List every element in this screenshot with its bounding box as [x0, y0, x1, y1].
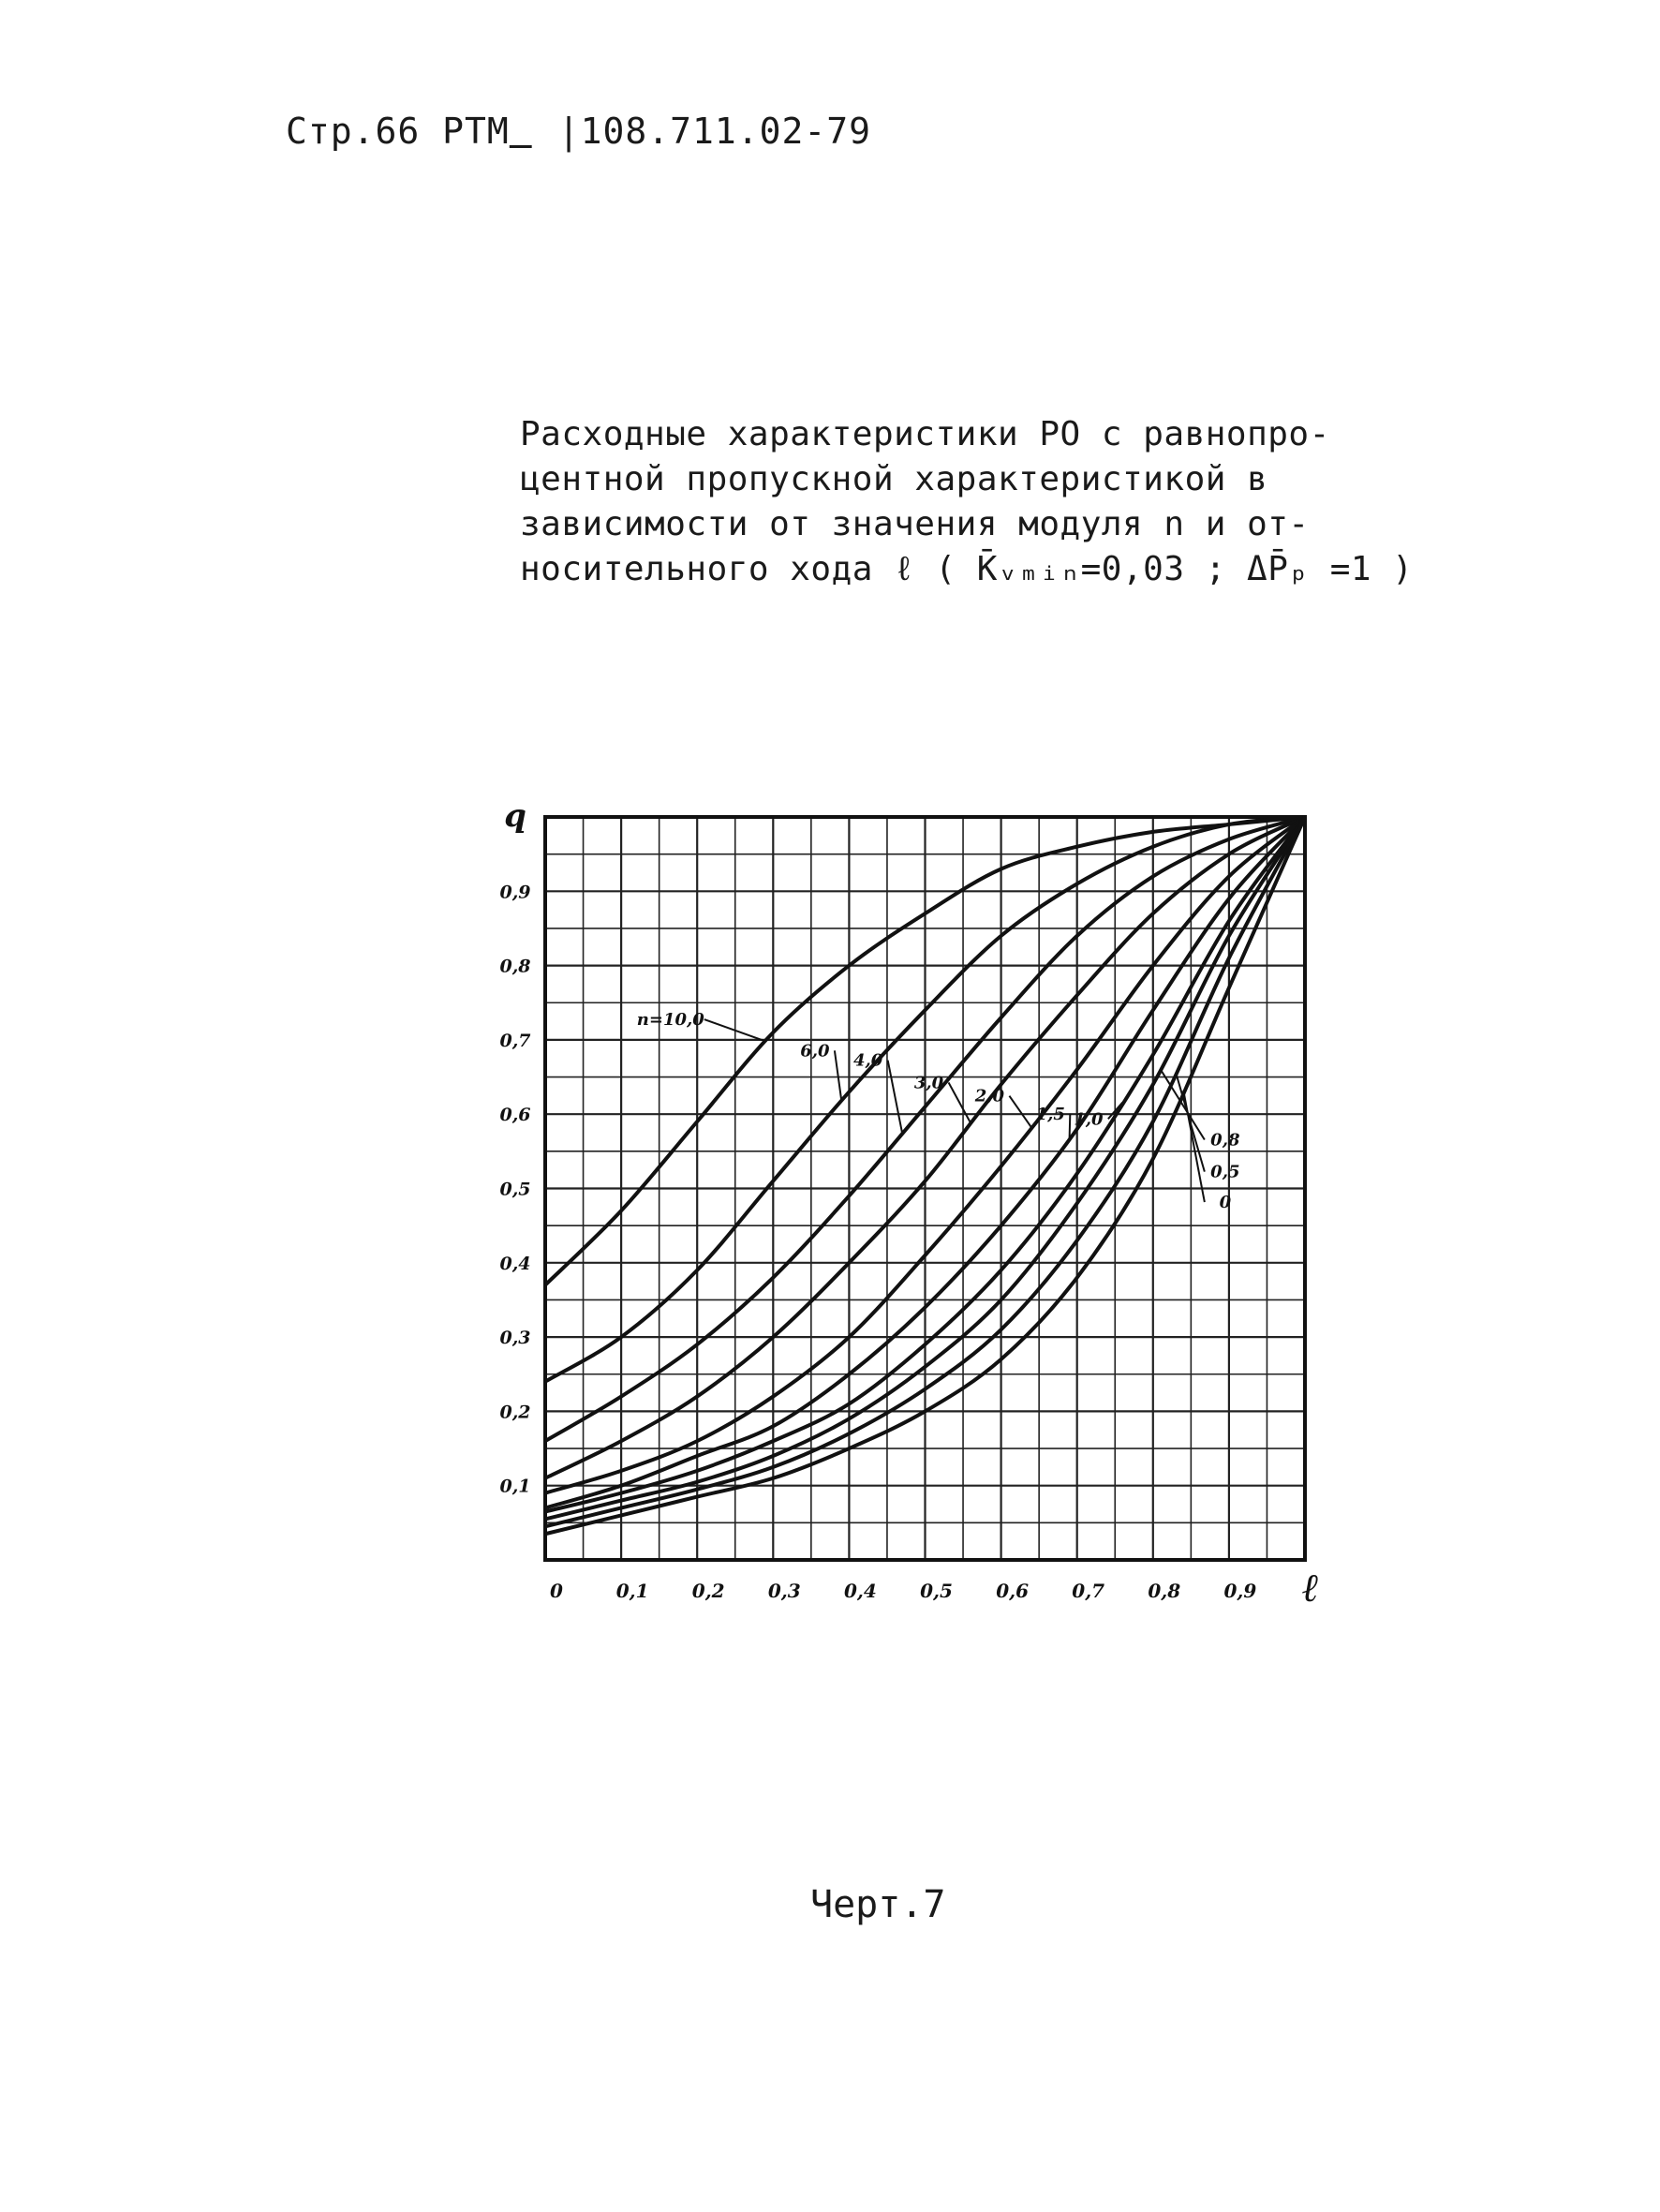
- series-label: 1,5: [1035, 1104, 1065, 1124]
- x-tick-label: 0,7: [1072, 1580, 1105, 1602]
- x-axis-label: ℓ: [1302, 1565, 1319, 1611]
- y-tick-label: 0,7: [499, 1030, 531, 1051]
- series-label: 6,0: [800, 1041, 830, 1061]
- series-label: 3,0: [913, 1073, 944, 1093]
- x-tick-label: 0,2: [691, 1580, 725, 1602]
- y-tick-label: 0,4: [499, 1253, 531, 1274]
- x-tick-label: 0,5: [920, 1580, 953, 1602]
- y-tick-label: 0,2: [499, 1402, 531, 1423]
- series-label: 0,8: [1210, 1130, 1240, 1151]
- title-line-2: центной пропускной характеристикой в: [520, 460, 1268, 498]
- series-label: 1,0: [1074, 1109, 1104, 1130]
- x-tick-label: 0,8: [1148, 1580, 1181, 1602]
- series-leader-line: [1009, 1096, 1031, 1128]
- series-leader-line: [1070, 1114, 1071, 1139]
- series-label: 4,0: [853, 1050, 883, 1071]
- x-tick-label: 0,4: [844, 1580, 877, 1602]
- series-leader-line: [949, 1082, 971, 1122]
- x-tick-label: 0,3: [767, 1580, 801, 1602]
- series-label: 0: [1219, 1193, 1232, 1213]
- y-tick-label: 0,3: [499, 1328, 531, 1349]
- series-leader-line: [1183, 1091, 1205, 1202]
- page-ref: Стр.66 РТМ: [286, 111, 510, 152]
- x-tick-label: 0: [550, 1580, 563, 1602]
- doc-number-separator: |: [557, 111, 581, 152]
- title-line-4: носительного хода ℓ ( K̄ᵥₘᵢₙ=0,03 ; ΔP̄ₚ =1 ): [520, 550, 1414, 588]
- title-line-3: зависимости от значения модуля n и от-: [520, 505, 1310, 543]
- y-tick-label: 0,6: [499, 1105, 531, 1126]
- x-tick-label: 0,6: [996, 1580, 1029, 1602]
- chart-grid: [545, 817, 1305, 1560]
- y-tick-label: 0,5: [499, 1179, 531, 1200]
- x-tick-label: 0,9: [1223, 1580, 1257, 1602]
- series-label: 2,0: [974, 1086, 1005, 1106]
- y-tick-label: 0,1: [499, 1476, 531, 1497]
- series-label: n=10,0: [636, 1010, 704, 1031]
- title-line-1: Расходные характеристики РО с равнопро-: [520, 415, 1330, 453]
- figure-caption: Черт.7: [810, 1883, 946, 1926]
- y-axis-label: q: [504, 797, 526, 835]
- y-tick-label: 0,9: [499, 882, 531, 903]
- doc-number: 108.711.02-79: [580, 111, 871, 152]
- x-tick-label: 0,1: [615, 1580, 649, 1602]
- y-tick-label: 0,8: [499, 956, 531, 977]
- series-leader-line: [888, 1061, 902, 1134]
- series-leader-line: [835, 1050, 841, 1101]
- series-label: 0,5: [1210, 1162, 1240, 1182]
